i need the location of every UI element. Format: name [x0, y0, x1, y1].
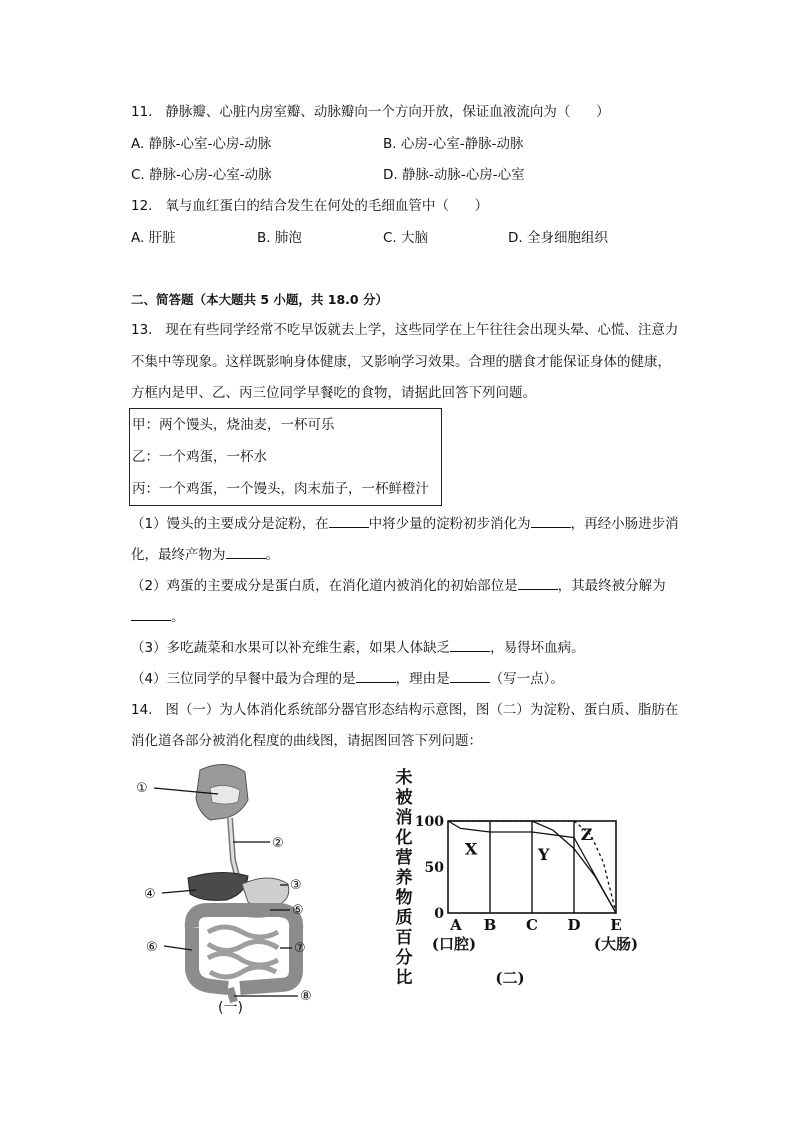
organ-label-1: ①	[136, 781, 148, 796]
organ-label-3: ③	[290, 878, 302, 893]
breakfast-bing: 丙：一个鸡蛋，一个馒头，肉末茄子，一杯鲜橙汁	[132, 481, 429, 497]
organ-label-7: ⑦	[294, 941, 306, 956]
q13-part3	[131, 638, 585, 657]
series-label-x: X	[464, 839, 478, 859]
q13-part1-cont	[131, 545, 279, 564]
q12-option-a: A. 肝脏	[131, 230, 176, 246]
y-tick-label: 100	[414, 814, 444, 830]
q13-part1-text-b: 中将少量的淀粉初步消化为	[368, 516, 531, 532]
q11-option-a: A. 静脉-心室-心房-动脉	[131, 136, 272, 152]
q13-line1: 13. 现在有些同学经常不吃早饭就去上学，这些同学在上午往往会出现头晕、心慌、注意力	[131, 322, 679, 338]
organ-label-6: ⑥	[146, 940, 158, 955]
q13-part2-cont	[131, 607, 185, 626]
organ-label-5: ⑤	[292, 903, 304, 918]
breakfast-box	[129, 408, 442, 506]
y-axis-label-char: 养	[395, 868, 413, 888]
y-axis-label-char: 比	[395, 968, 413, 988]
q14-line1: 14. 图（一）为人体消化系统部分器官形态结构示意图，图（二）为淀粉、蛋白质、脂肪在	[131, 702, 679, 718]
x-category-note: (大肠)	[593, 935, 639, 953]
q13-part2	[131, 576, 666, 595]
x-tick-label: D	[567, 916, 581, 934]
q12-option-c: C. 大脑	[383, 230, 429, 246]
q12-option-b: B. 肺泡	[257, 230, 302, 246]
small-intestine-shape	[208, 927, 278, 977]
figure1-caption: (一)	[218, 1000, 243, 1016]
organ-label-8: ⑧	[300, 989, 312, 1004]
q11-stem: 11. 静脉瓣、心脏内房室瓣、动脉瓣向一个方向开放，保证血液流向为（ ）	[131, 104, 610, 120]
y-axis-label-char: 消	[395, 808, 413, 828]
q13-part3-text-a: （3）多吃蔬菜和水果可以补充维生素，如果人体缺乏	[131, 640, 451, 656]
answer-blank[interactable]	[531, 514, 571, 528]
y-axis-label-char: 分	[395, 948, 413, 968]
x-tick-label: A	[450, 916, 462, 934]
x-tick-label: C	[526, 916, 538, 934]
q13-part2-text-c: 。	[171, 609, 185, 625]
y-axis-label-char: 物	[395, 888, 413, 908]
organ-label-4: ④	[144, 887, 156, 902]
y-axis-label-char: 质	[395, 908, 413, 928]
q12-stem: 12. 氧与血红蛋白的结合发生在何处的毛细血管中（ ）	[131, 198, 489, 214]
q13-line3: 方框内是甲、乙、丙三位同学早餐吃的食物，请据此回答下列问题。	[131, 385, 536, 401]
q13-part1-text-d: 化，最终产物为	[131, 547, 226, 563]
q11-option-b: B. 心房-心室-静脉-动脉	[383, 136, 524, 152]
q13-part2-text-b: ，其最终被分解为	[557, 578, 666, 594]
q13-part3-text-b: ，易得坏血病。	[490, 640, 585, 656]
y-tick-label: 0	[434, 906, 444, 922]
x-tick-label: E	[610, 916, 622, 934]
q13-part1	[131, 514, 679, 533]
y-axis-label-char: 未	[395, 768, 413, 788]
answer-blank[interactable]	[356, 669, 396, 683]
mouth-cavity	[210, 785, 240, 804]
large-intestine-shape	[192, 910, 296, 988]
q13-part4-text-b: ，理由是	[395, 671, 450, 687]
q11-option-d: D. 静脉-动脉-心房-心室	[383, 167, 525, 183]
y-axis-label-char: 营	[395, 848, 413, 868]
q13-part4-text-a: （4）三位同学的早餐中最为合理的是	[131, 671, 356, 687]
x-category-note: (口腔)	[431, 935, 477, 953]
breakfast-yi: 乙：一个鸡蛋，一杯水	[132, 449, 267, 465]
stomach-shape	[242, 878, 289, 907]
chart-caption: (二)	[495, 969, 525, 987]
q13-part4-text-c: （写一点）。	[489, 671, 564, 687]
organ-label-2: ②	[272, 836, 284, 851]
q13-part1-text-c: ，再经小肠进步消	[570, 516, 679, 532]
answer-blank[interactable]	[329, 514, 369, 528]
digestion-curve-chart	[390, 765, 639, 995]
q13-part1-text-e: 。	[265, 547, 279, 563]
q13-line2: 不集中等现象。这样既影响身体健康，又影响学习效果。合理的膳食才能保证身体的健康，	[131, 354, 671, 370]
series-label-y: Y	[538, 845, 550, 865]
section-heading: 二、简答题（本大题共 5 小题，共 18.0 分）	[131, 292, 388, 307]
y-axis-label-char: 被	[395, 788, 413, 808]
answer-blank[interactable]	[450, 669, 490, 683]
q13-part2-text-a: （2）鸡蛋的主要成分是蛋白质，在消化道内被消化的初始部位是	[131, 578, 518, 594]
y-axis-label	[395, 767, 414, 988]
liver-shape	[188, 872, 248, 900]
answer-blank[interactable]	[518, 576, 558, 590]
q13-part1-text-a: （1）馒头的主要成分是淀粉，在	[131, 516, 329, 532]
answer-blank[interactable]	[131, 607, 171, 621]
q14-line2: 消化道各部分被消化程度的曲线图，请据图回答下列问题：	[131, 733, 482, 749]
y-axis-label-char: 化	[395, 828, 413, 848]
digestive-system-figure	[130, 760, 330, 1020]
y-axis-label-char: 百	[395, 928, 413, 948]
answer-blank[interactable]	[450, 638, 490, 652]
series-label-z: Z	[580, 824, 593, 844]
breakfast-jia: 甲：两个馒头，烧油麦，一杯可乐	[132, 417, 335, 433]
y-tick-label: 50	[424, 860, 444, 876]
x-tick-label: B	[483, 916, 497, 934]
q13-part4	[131, 669, 564, 688]
answer-blank[interactable]	[226, 545, 266, 559]
q11-option-c: C. 静脉-心房-心室-动脉	[131, 167, 272, 183]
q12-option-d: D. 全身细胞组织	[508, 230, 608, 246]
